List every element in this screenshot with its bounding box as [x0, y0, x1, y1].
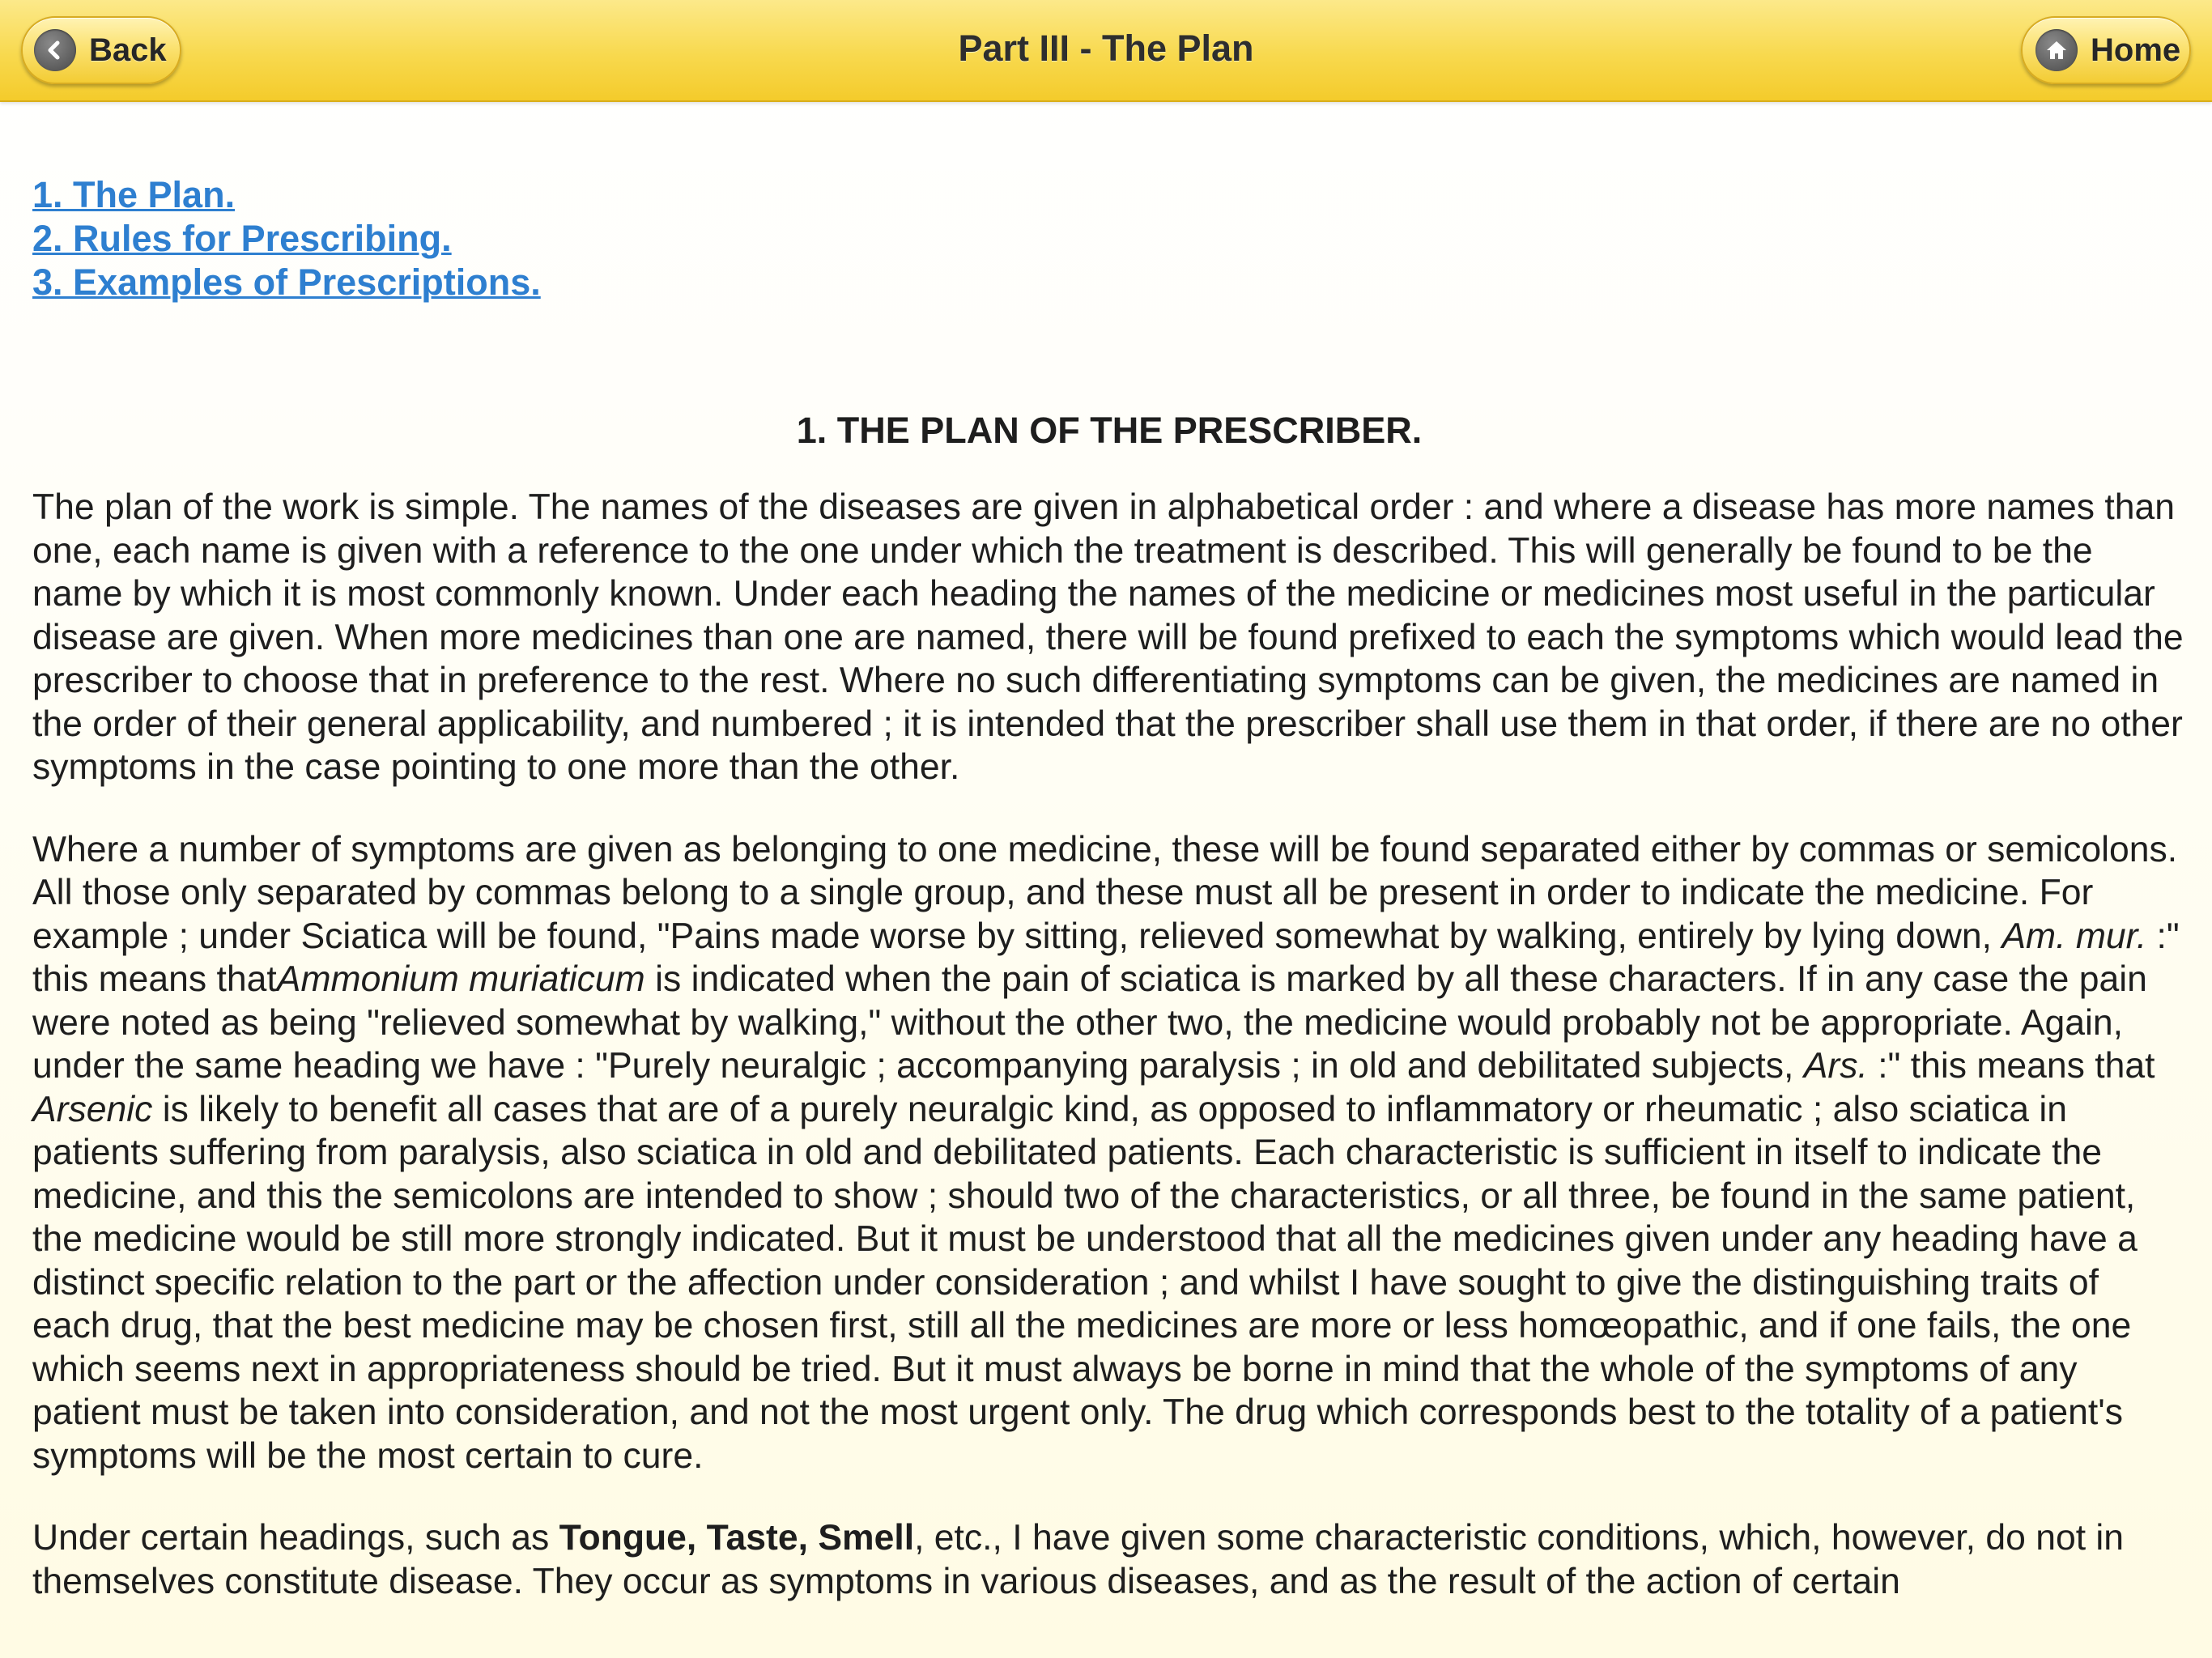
- back-button-label: Back: [89, 32, 167, 68]
- section-heading: 1. THE PLAN OF THE PRESCRIBER.: [796, 410, 1423, 451]
- main-content: [32, 100, 2186, 1642]
- text-run: is indicated when the pain of sciatica is marked by all these characters. If in any case the pain were noted as being "relieved somewhat by walking," without the other two, the medicine would probably not be appropriate. Again, under the same heading we have : "Purely neuralgic ; accompanying paralysis ; in old and debilitated subjects,: [32, 959, 2147, 1086]
- text-run: Under certain headings, such as: [32, 1518, 559, 1558]
- table-of-contents: [32, 173, 2186, 304]
- medicine-abbrev: Am. mur.: [2001, 916, 2147, 956]
- toc-link-the-plan[interactable]: 1. The Plan.: [32, 174, 236, 215]
- page-title: Part III - The Plan: [958, 28, 1254, 69]
- text-run: Where a number of symptoms are given as belonging to one medicine, these will be found separated either by commas or semicolons. All those only separated by commas belong to a single group, and these must all be present in order to indicate the medicine. For example ; under Sciatica will be found, "Pains made worse by sitting, relieved somewhat by walking, entirely by lying down,: [32, 829, 2178, 956]
- medicine-abbrev: Ars.: [1803, 1046, 1868, 1086]
- bold-headings: Tongue, Taste, Smell: [559, 1518, 915, 1558]
- paragraph-2: [32, 828, 2186, 1478]
- text-run: :" this means that: [1867, 1046, 2155, 1086]
- text-run: , etc., I have given some characteristic conditions, which, however, do not in themselves constitute disease. They occur as symptoms in various diseases, and as the result of the action of certain: [32, 1518, 2125, 1601]
- navigation-bar: [0, 0, 2212, 102]
- house-icon: [2035, 29, 2078, 71]
- paragraph-3: [32, 1516, 2186, 1603]
- medicine-name: Ammonium muriaticum: [276, 959, 645, 999]
- text-run: :" this means that: [32, 916, 2180, 999]
- toc-item: [32, 173, 2186, 217]
- toc-item: [32, 217, 2186, 261]
- paragraph-1: The plan of the work is simple. The names of the diseases are given in alphabetical order : and where a disease has more names than one, each name is given with a reference to the one under which the treatment is described. This will generally be found to be the name by which it is most commonly known. Under each heading the names of the medicine or medicines most useful in the particular disease are given. When more medicines than one are named, there will be found prefixed to each the symptoms which would lead the prescriber to choose that in preference to the rest. Where no such differentiating symptoms can be given, the medicines are named in the order of their general applicability, and numbered ; it is intended that the prescriber shall use them in that order, if there are no other symptoms in the case pointing to one more than the other.: [32, 487, 2184, 787]
- medicine-name: Arsenic: [32, 1089, 153, 1129]
- home-button[interactable]: [2021, 16, 2191, 84]
- text-run: is likely to benefit all cases that are of a purely neuralgic kind, as opposed to inflammatory or rheumatic ; also sciatica in patients suffering from paralysis, also sciatica in old and debilitated patients. Each characteristic is sufficient in itself to indicate the medicine, and this the semicolons are intended to show ; should two of the characteristics, or all three, be found in the same patient, the medicine would be still more strongly indicated. But it must be understood that all the medicines given under any heading have a distinct specific relation to the part or the affection under consideration ; and whilst I have sought to give the distinguishing traits of each drug, that the best medicine may be chosen first, still all the medicines are more or less homœopathic, and if one fails, the one which seems next in appropriateness should be tried. But it must always be borne in mind that the whole of the symptoms of any patient must be taken into consideration, and not the most urgent only. The drug which corresponds best to the totality of a patient's symptoms will be the most certain to cure.: [32, 1089, 2138, 1476]
- toc-item: [32, 261, 2186, 304]
- toc-link-examples-of-prescriptions[interactable]: 3. Examples of Prescriptions.: [32, 261, 541, 303]
- home-button-label: Home: [2091, 32, 2181, 68]
- toc-link-rules-for-prescribing[interactable]: 2. Rules for Prescribing.: [32, 218, 452, 259]
